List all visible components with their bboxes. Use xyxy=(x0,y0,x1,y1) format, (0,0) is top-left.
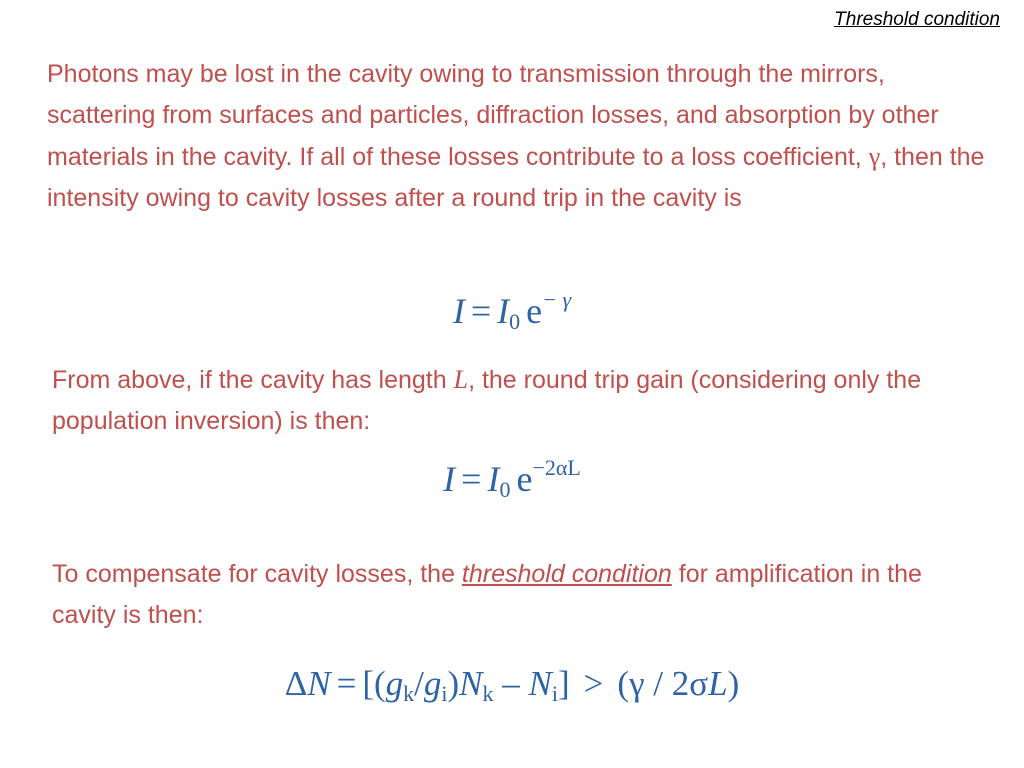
eq2-exponent: −2αL xyxy=(532,455,581,480)
paragraph-threshold xyxy=(52,554,992,636)
eq3-rhs-l: L xyxy=(708,664,728,703)
eq2-equals: = xyxy=(461,459,482,499)
eq3-n: N xyxy=(307,664,331,703)
paragraph-threshold-text-2: for amplification in the cavity is then: xyxy=(52,560,922,629)
eq3-minus: – xyxy=(493,664,529,703)
eq2-lhs: I xyxy=(443,459,456,499)
gamma-symbol: γ xyxy=(868,142,881,171)
eq3-nk-sub: k xyxy=(482,681,494,706)
eq1-exponent: − γ xyxy=(542,287,572,312)
eq3-ni-sub: i xyxy=(551,681,559,706)
eq3-close2: ] xyxy=(558,664,570,703)
eq3-gk-sub: k xyxy=(403,681,415,706)
paragraph-losses-text-1: Photons may be lost in the cavity owing to transmission through the mirrors, scattering from surfaces and particles, diffraction losses, and absorption by other materials in the cavity. If all of these losses contribute to a loss coefficient, xyxy=(47,60,939,171)
eq1-rhs-i: I xyxy=(497,291,510,331)
slide-title: Threshold condition xyxy=(834,9,1000,30)
eq1-equals: = xyxy=(470,291,492,331)
paragraph-gain-text-1: From above, if the cavity has length xyxy=(52,366,454,394)
eq2-e: e xyxy=(516,459,533,499)
paragraph-gain xyxy=(52,359,992,442)
paragraph-losses-text-2: , then the intensity owing to cavity losses after a round trip in the cavity is xyxy=(47,143,985,212)
eq1-e: e xyxy=(526,291,543,331)
eq3-slash: / xyxy=(414,664,424,703)
eq3-delta: Δ xyxy=(284,664,308,703)
eq3-nk: N xyxy=(459,664,483,703)
eq2-subscript: 0 xyxy=(499,477,511,502)
paragraph-threshold-text-1: To compensate for cavity losses, the xyxy=(52,560,462,588)
threshold-condition-emphasis: threshold condition xyxy=(461,560,672,588)
equation-round-trip-gain xyxy=(0,455,1024,502)
length-symbol: L xyxy=(453,365,469,394)
eq3-greater-than: > xyxy=(583,664,604,703)
eq3-open: [( xyxy=(362,664,386,703)
eq3-equals: = xyxy=(336,664,357,703)
eq3-gi-sub: i xyxy=(441,681,448,706)
eq3-gk: g xyxy=(385,664,404,703)
equation-loss-intensity xyxy=(0,287,1024,334)
paragraph-losses xyxy=(47,54,987,219)
eq1-subscript: 0 xyxy=(509,309,521,334)
eq3-rparen: ) xyxy=(727,664,740,703)
eq3-gi: g xyxy=(423,664,442,703)
paragraph-gain-text-2: , the round trip gain (considering only the population inversion) is then: xyxy=(52,366,922,435)
eq2-rhs-i: I xyxy=(487,459,500,499)
eq3-close1: ) xyxy=(447,664,460,703)
eq3-ni: N xyxy=(528,664,552,703)
equation-threshold xyxy=(0,664,1024,704)
eq1-lhs: I xyxy=(452,291,465,331)
eq3-rhs: (γ / 2σ xyxy=(617,664,709,703)
